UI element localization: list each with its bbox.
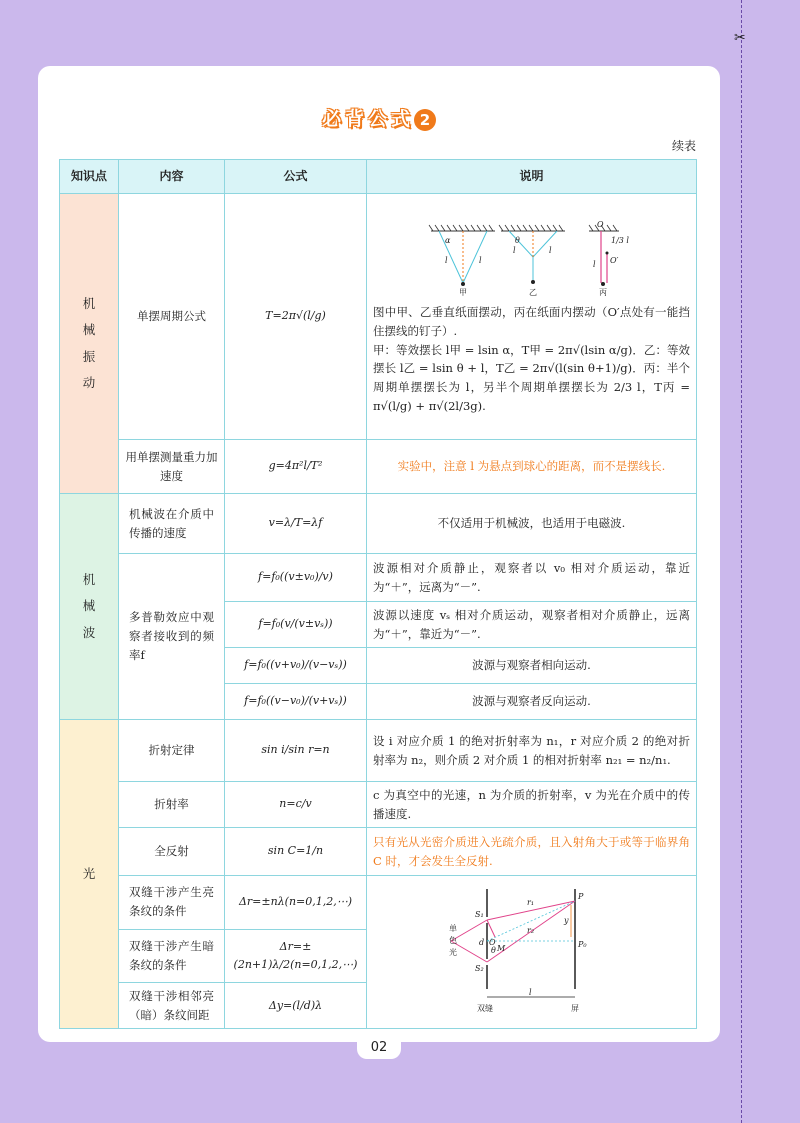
content-cell: 多普勒效应中观察者接收到的频率f: [119, 554, 225, 720]
svg-text:P₀: P₀: [577, 940, 587, 949]
svg-text:双缝: 双缝: [476, 1004, 493, 1013]
header-topic: 知识点: [60, 160, 119, 194]
svg-text:O′: O′: [610, 255, 619, 265]
table-row: [60, 194, 697, 440]
svg-text:O: O: [597, 219, 604, 229]
svg-text:P: P: [577, 892, 583, 901]
formula-cell: n=c/v: [225, 782, 367, 828]
desc-cell: [367, 194, 697, 440]
svg-text:r₂: r₂: [526, 926, 534, 935]
svg-text:l: l: [593, 259, 596, 269]
table-row: [60, 440, 697, 494]
pendulum-desc-2: 甲：等效摆长 l甲 = lsin α，T甲 = 2π√(lsin α/g)．乙：等效摆长 l乙 = lsin θ + l，T乙 = 2π√(l(sin θ+1)/g)．丙：半个周期单摆摆长为 l，另半个周期单摆摆长为 2/3 l，T丙 = π√(l/g) + π√(2l/3g).: [373, 342, 690, 414]
pendulum-desc-1: 图中甲、乙垂直纸面摆动，丙在纸面内摆动（O′点处有一能挡住摆线的钉子）.: [373, 304, 690, 338]
page-number: 02: [38, 1036, 720, 1059]
content-cell: 折射定律: [119, 720, 225, 782]
cut-line: [741, 0, 742, 1123]
svg-text:l: l: [479, 255, 482, 265]
svg-text:光: 光: [448, 948, 457, 957]
header-formula: 公式: [225, 160, 367, 194]
double-slit-diagram: [447, 879, 617, 1019]
page: [38, 66, 720, 1055]
double-slit-cell: [367, 876, 697, 1029]
topic-vibration: 机 械 振 动: [60, 194, 119, 494]
svg-text:d: d: [478, 938, 484, 947]
svg-text:M: M: [496, 944, 505, 953]
table-header: [60, 160, 697, 194]
table-row: [60, 828, 697, 876]
svg-text:θ: θ: [515, 235, 520, 245]
svg-text:l: l: [549, 245, 552, 255]
desc-cell: 实验中，注意 l 为悬点到球心的距离，而不是摆线长.: [367, 440, 697, 494]
formula-cell: f=f₀((v+v₀)/(v−vₛ)): [225, 648, 367, 684]
formula-cell: f=f₀((v−v₀)/(v+vₛ)): [225, 684, 367, 720]
formula-cell: Δy=(l/d)λ: [225, 983, 367, 1029]
desc-cell: 不仅适用于机械波，也适用于电磁波.: [367, 494, 697, 554]
content-cell: 双缝干涉产生亮条纹的条件: [119, 876, 225, 930]
content-cell: 双缝干涉相邻亮（暗）条纹间距: [119, 983, 225, 1029]
formula-cell: f=f₀((v±v₀)/v): [225, 554, 367, 602]
svg-text:单: 单: [448, 924, 457, 933]
desc-cell: 波源相对介质静止，观察者以 v₀ 相对介质运动，靠近为“＋”，远离为“－”.: [367, 554, 697, 602]
svg-text:1/3 l: 1/3 l: [611, 235, 629, 245]
formula-cell: g=4π²l/T²: [225, 440, 367, 494]
content-cell: 折射率: [119, 782, 225, 828]
formula-cell: Δr=±(2n+1)λ/2(n=0,1,2,⋯): [225, 929, 367, 983]
svg-text:l: l: [513, 245, 516, 255]
header-desc: 说明: [367, 160, 697, 194]
topic-light: 光: [60, 720, 119, 1029]
svg-text:O: O: [488, 938, 496, 947]
content-cell: 机械波在介质中传播的速度: [119, 494, 225, 554]
svg-text:θ: θ: [490, 946, 496, 955]
content-cell: 用单摆测量重力加速度: [119, 440, 225, 494]
formula-table: [59, 159, 697, 1029]
desc-cell: 波源以速度 vₛ 相对介质运动，观察者相对介质静止，远离为“＋”，靠近为“－”.: [367, 602, 697, 648]
desc-cell: 设 i 对应介质 1 的绝对折射率为 n₁，r 对应介质 2 的绝对折射率为 n₂，则介质 2 对介质 1 的相对折射率 n₂₁ = n₂/n₁.: [367, 720, 697, 782]
svg-text:r₁: r₁: [526, 898, 534, 907]
table-row: [60, 494, 697, 554]
svg-text:色: 色: [448, 936, 457, 945]
svg-text:α: α: [445, 235, 451, 245]
formula-cell: v=λ/T=λf: [225, 494, 367, 554]
svg-text:S₂: S₂: [474, 964, 484, 973]
table-row: [60, 876, 697, 930]
header-content: 内容: [119, 160, 225, 194]
desc-cell: c 为真空中的光速，n 为介质的折射率，v 为光在介质中的传播速度.: [367, 782, 697, 828]
desc-cell: 波源与观察者反向运动.: [367, 684, 697, 720]
continued-label: 续表: [671, 139, 696, 153]
content-cell: 全反射: [119, 828, 225, 876]
formula-cell: T=2π√(l/g): [225, 194, 367, 440]
formula-cell: sin i/sin r=n: [225, 720, 367, 782]
svg-text:丙: 丙: [599, 287, 607, 297]
scissors-icon: ✂: [734, 30, 746, 46]
formula-cell: f=f₀(v/(v±vₛ)): [225, 602, 367, 648]
content-cell: 单摆周期公式: [119, 194, 225, 440]
table-row: [60, 554, 697, 602]
desc-cell: 只有光从光密介质进入光疏介质，且入射角大于或等于临界角 C 时，才会发生全反射.: [367, 828, 697, 876]
pendulum-diagram: [373, 217, 691, 297]
topic-wave: 机 械 波: [60, 494, 119, 720]
content-cell: 双缝干涉产生暗条纹的条件: [119, 929, 225, 983]
svg-text:甲: 甲: [459, 287, 467, 297]
svg-text:屏: 屏: [570, 1004, 579, 1013]
desc-cell: 波源与观察者相向运动.: [367, 648, 697, 684]
svg-text:l: l: [528, 988, 532, 997]
table-row: [60, 782, 697, 828]
page-title: 必背公式 2: [38, 104, 720, 131]
table-row: [60, 720, 697, 782]
formula-cell: Δr=±nλ(n=0,1,2,⋯): [225, 876, 367, 930]
formula-cell: sin C=1/n: [225, 828, 367, 876]
svg-text:乙: 乙: [529, 287, 537, 297]
svg-text:y: y: [563, 916, 569, 925]
svg-text:S₁: S₁: [474, 910, 484, 919]
svg-text:l: l: [445, 255, 448, 265]
